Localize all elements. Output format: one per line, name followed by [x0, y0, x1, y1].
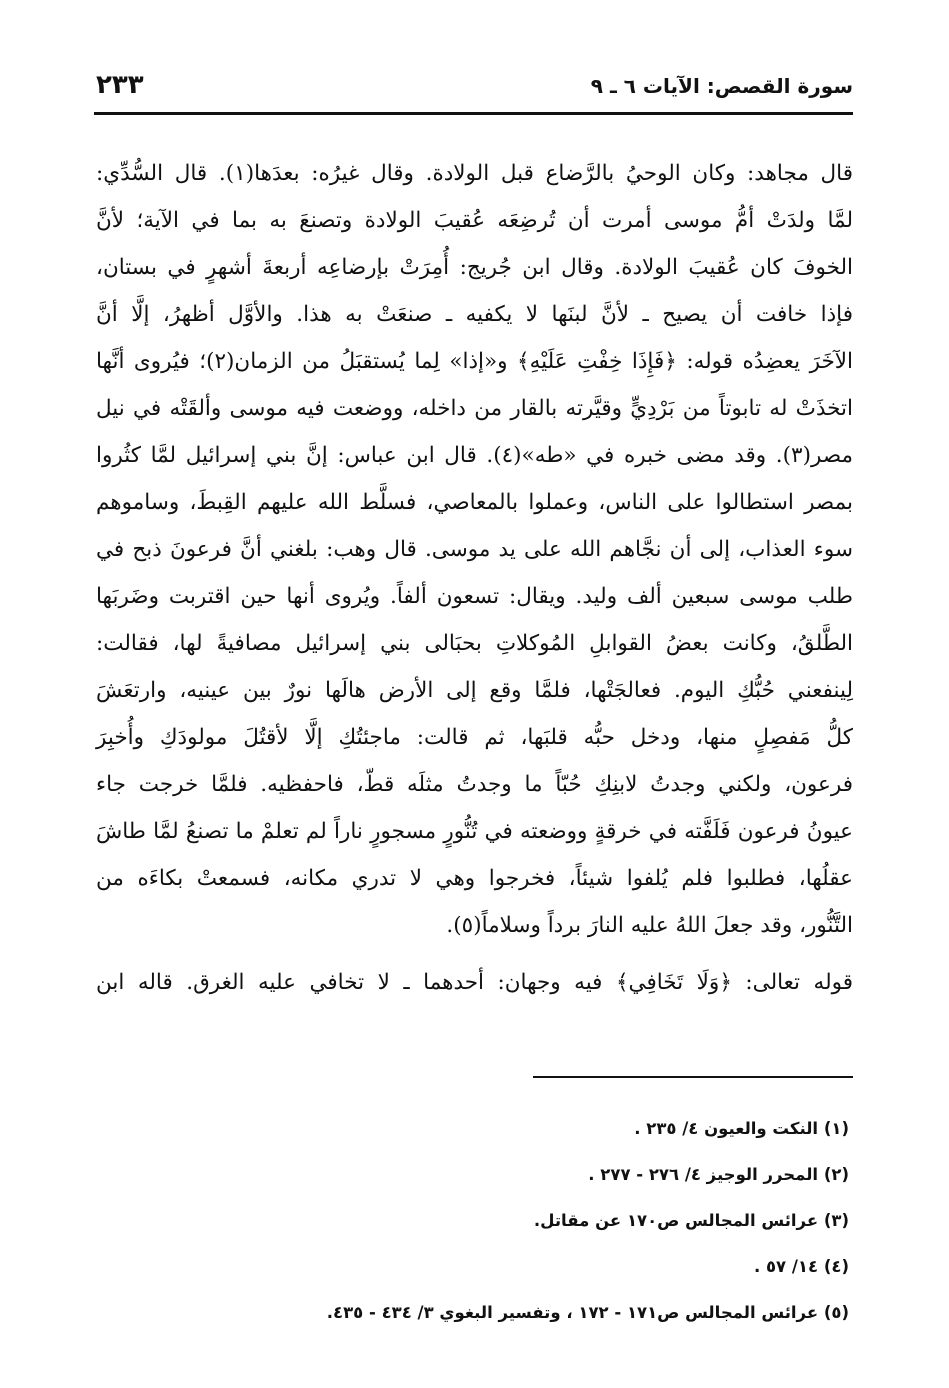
footnote: (٣) عرائس المجالس ص١٧٠ عن مقاتل. [533, 1211, 849, 1230]
body-line: التَّنُّور، وقد جعلَ اللهُ عليه النارَ برداً وسلاماً(٥). [446, 913, 853, 938]
body-line: عيونُ فرعون فَلَفَّته في خرقةٍ ووضعته في تُنُّورٍ مسجورٍ ناراً لم تعلمْ ما تصنعُ لمَّا طاشَ [96, 819, 853, 844]
header-rule [94, 112, 853, 115]
body-line: الآخَرَ يعضِدُه قوله: ﴿فَإِذَا خِفْتِ عَلَيْهِ﴾ و«إذا» لِما يُستقبَلُ من الزمان(٢)؛ فيُروى أنَّها [96, 349, 853, 374]
footnote: (١) النكت والعيون ٤/ ٢٣٥ . [634, 1119, 849, 1138]
footnote: (٥) عرائس المجالس ص١٧١ - ١٧٢ ، وتفسير البغوي ٣/ ٤٣٤ - ٤٣٥. [326, 1303, 849, 1322]
body-line: طلب موسى سبعين ألف وليد. ويقال: تسعون ألفاً. ويُروى أنها حين اقتربت وضَربَها [96, 584, 853, 609]
body-line: بمصر استطالوا على الناس، وعملوا بالمعاصي، فسلَّط الله عليهم القِبطَ، وساموهم [96, 490, 853, 515]
body-line: مصر(٣). وقد مضى خبره في «طه»(٤). قال ابن عباس: إنَّ بني إسرائيل لمَّا كثُروا [96, 443, 853, 468]
body-line: فإذا خافت أن يصيح ـ لأنَّ لبنَها لا يكفيه ـ صنعَتْ به هذا. والأوَّل أظهرُ، إلَّا أنَّ [96, 302, 853, 327]
chapter-title: سورة القصص: الآيات ٦ ـ ٩ [590, 74, 853, 98]
body-text [96, 150, 853, 1006]
body-line: كلُّ مَفصِلٍ منها، ودخل حبُّه قلبَها، ثم قالت: ماجئتُكِ إلَّا لأقتُلَ مولودَكِ وأُخبِرَ [96, 725, 853, 750]
body-line: عقلُها، فطلبوا فلم يُلفوا شيئاً، فخرجوا وهي لا تدري مكانه، فسمعتْ بكاءَه من [96, 866, 853, 891]
footnote-rule [533, 1076, 853, 1078]
body-line: سوء العذاب، إلى أن نجَّاهم الله على يد موسى. قال وهب: بلغني أنَّ فرعونَ ذبح في [96, 537, 853, 562]
page-header [96, 70, 853, 108]
body-line: قال مجاهد: وكان الوحيُ بالرَّضاع قبل الولادة. وقال غيرُه: بعدَها(١). قال السُّدِّي: [96, 161, 854, 186]
footnote: (٢) المحرر الوجيز ٤/ ٢٧٦ - ٢٧٧ . [588, 1165, 849, 1184]
footnote: (٤) ١٤/ ٥٧ . [753, 1257, 849, 1276]
body-line: لمَّا ولدَتْ أمُّ موسى أمرت أن تُرضِعَه عُقيبَ الولادة وتصنعَ به بما في الآية؛ لأنَّ [96, 208, 853, 233]
body-line: اتخذَتْ له تابوتاً من بَرْدِيٍّ وقيَّرته بالقار من داخله، ووضعت فيه موسى وألقَتْه في نيل [96, 396, 853, 421]
body-line: الخوفَ كان عُقيبَ الولادة. وقال ابن جُريج: أُمِرَتْ بإرضاعِه أربعةَ أشهرٍ في بستان، [96, 255, 853, 280]
page-number: ٢٣٣ [96, 70, 144, 100]
body-line: فرعون، ولكني وجدتُ لابنِكِ حُبّاً ما وجدتُ مثلَه قطّ، فاحفظيه. فلمَّا خرجت جاء [96, 772, 853, 797]
body-line: لِينفعني حُبُّكِ اليوم. فعالجَتْها، فلمَّا وقع إلى الأرض هالَها نورٌ بين عينيه، وارتعَشَ [96, 678, 853, 703]
body-line: الطَّلقُ، وكانت بعضُ القوابلِ المُوكلاتِ بحبَالى بني إسرائيل مصافيةً لها، فقالت: [96, 631, 853, 656]
footnotes [96, 1106, 849, 1336]
body-line: قوله تعالى: ﴿وَلَا تَخَافِي﴾ فيه وجهان: أحدهما ـ لا تخافي عليه الغرق. قاله ابن [96, 970, 853, 995]
